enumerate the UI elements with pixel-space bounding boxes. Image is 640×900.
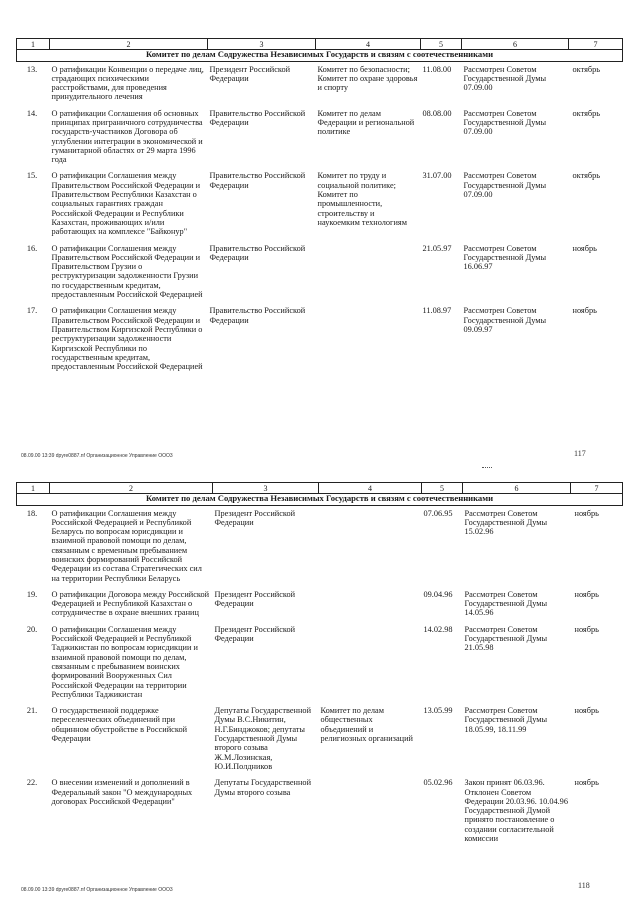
committee-title: Комитет по делам Содружества Независимых Государств и связям с соотечественниками	[17, 50, 623, 62]
review-status: Рассмотрен Советом Государственной Думы 21.05.98	[464, 624, 548, 653]
row-number: 16.	[26, 243, 38, 253]
page-footer: 08.09.00 13:39 dpyre0887.nf Организационное Управление ООО3	[21, 453, 173, 459]
column-number: 4	[316, 39, 421, 50]
bill-title: О ратификации Договора между Российской Федерацией и Республикой Казахстан о сотрудничестве в охране внешних границ	[51, 589, 210, 618]
bill-title: О ратификации Соглашения между Российской Федерацией и Республикой Беларусь по вопросам юрисдикции и взаимной правовой помощи по делам, связанным с временным пребыванием воинских формирований Российской Федерации из состава Стратегических сил на территории Республики Беларусь	[51, 508, 202, 583]
co-committee	[319, 505, 422, 587]
table-row	[17, 622, 623, 703]
table-row	[17, 61, 623, 106]
initiator: Президент Российской Федерации	[214, 508, 296, 527]
planned-month: октябрь	[572, 171, 601, 181]
column-number: 6	[462, 39, 569, 50]
document-page-118	[0, 465, 640, 900]
initiator: Правительство Российской Федерации	[209, 243, 306, 262]
submission-date: 11.08.97	[422, 306, 452, 316]
bill-title: О ратификации Соглашения между Правительством Российской Федерации и Правительством Республики Казахстан о социальных гарантиях граждан Российской Федерации и Республики Казахстан, проживающих и/или работающих на комплексе "Байконур"	[51, 171, 201, 237]
submission-date: 13.05.99	[423, 706, 453, 716]
co-committee: Комитет по делам общественных объединений и религиозных организаций	[320, 706, 413, 744]
submission-date: 07.06.95	[423, 508, 453, 518]
co-committee: Комитет по труду и социальной политике; Комитет по промышленности, строительству и наукоемким технологиям	[317, 171, 407, 227]
column-number: 3	[208, 39, 316, 50]
column-number: 1	[17, 483, 50, 494]
review-status: Рассмотрен Советом Государственной Думы 14.05.96	[464, 589, 548, 618]
planned-month: ноябрь	[572, 306, 597, 316]
bills-table-page-117	[16, 38, 623, 375]
column-number: 2	[50, 39, 208, 50]
co-committee	[319, 622, 422, 703]
submission-date: 08.08.00	[422, 108, 452, 118]
table-row	[17, 703, 623, 775]
submission-date: 31.07.00	[422, 171, 452, 181]
committee-header-row	[17, 494, 623, 506]
column-number: 7	[569, 39, 623, 50]
page-number: 118	[578, 881, 590, 890]
review-status: Закон принят 06.03.96. Отклонен Советом Федерации 20.03.96. 10.04.96 Государственной Думой принято постановление о создании согласительной комиссии	[464, 778, 568, 843]
row-number: 18.	[26, 508, 38, 518]
review-status: Рассмотрен Советом Государственной Думы 15.02.96	[464, 508, 548, 537]
row-number: 22.	[26, 778, 38, 788]
table-row	[17, 241, 623, 304]
bill-title: О ратификации Соглашения об основных принципах приграничного сотрудничества государств-участников Договора об углублении интеграции в экономической и гуманитарной областях от 29 марта 1996 года	[51, 108, 203, 165]
bill-title: О ратификации Соглашения между Правительством Российской Федерации и Правительством Грузии о реструктуризации задолженности Грузии по государственным кредитам, предоставленным Российской Федерацией	[51, 243, 203, 300]
review-status: Рассмотрен Советом Государственной Думы 16.06.97	[463, 243, 547, 272]
planned-month: ноябрь	[574, 624, 599, 634]
review-status: Рассмотрен Советом Государственной Думы 07.09.00	[463, 171, 547, 200]
row-number: 19.	[26, 589, 38, 599]
review-status: Рассмотрен Советом Государственной Думы 07.09.00	[463, 108, 547, 137]
column-number: 3	[213, 483, 319, 494]
row-number: 17.	[26, 306, 38, 316]
bill-title: О государственной поддержке переселенческих объединений при общинном обустройстве в Российской Федерации	[51, 706, 188, 744]
table-row	[17, 505, 623, 587]
column-number: 5	[421, 39, 462, 50]
review-status: Рассмотрен Советом Государственной Думы 09.09.97	[463, 306, 547, 334]
column-number: 6	[463, 483, 571, 494]
row-number: 14.	[26, 108, 38, 118]
column-number: 2	[50, 483, 213, 494]
bill-title: О ратификации Соглашения между Российской Федерацией и Республикой Таджикистан по вопросам юрисдикции и взаимной правовой помощи по делам, связанным с пребыванием воинских формирований Вооруженных Сил Российской Федерации на территории Республики Таджикистан	[51, 624, 198, 699]
planned-month: ноябрь	[572, 243, 597, 253]
bill-title: О внесении изменений и дополнений в Федеральный закон "О международных договорах Российской Федерации"	[51, 778, 193, 806]
row-number: 20.	[26, 624, 38, 634]
committee-title: Комитет по делам Содружества Независимых Государств и связям с соотечественниками	[17, 494, 623, 506]
bill-title: О ратификации Конвенции о передаче лиц, страдающих психическими расстройствами, для проведения принудительного лечения	[51, 64, 204, 102]
submission-date: 09.04.96	[423, 589, 453, 599]
planned-month: ноябрь	[574, 589, 599, 599]
submission-date: 21.05.97	[422, 243, 452, 253]
initiator: Депутаты Государственной Думы второго созыва	[214, 778, 312, 797]
initiator: Правительство Российской Федерации	[209, 171, 306, 190]
column-number-row	[17, 483, 623, 494]
submission-date: 05.02.96	[423, 778, 453, 788]
table-row	[17, 775, 623, 847]
column-number: 1	[17, 39, 50, 50]
column-number: 7	[571, 483, 623, 494]
initiator: Депутаты Государственной Думы В.С.Никитин, Н.Г.Бинджоков; депутаты Государственной Думы второго созыва Ж.М.Лозинская, Ю.И.Полдников	[214, 706, 312, 771]
table-row	[17, 106, 623, 169]
co-committee	[319, 587, 422, 622]
co-committee	[319, 775, 422, 847]
row-number: 21.	[26, 706, 38, 716]
column-number: 4	[319, 483, 422, 494]
table-row	[17, 587, 623, 622]
initiator: Президент Российской Федерации	[209, 64, 291, 83]
co-committee	[316, 241, 421, 304]
planned-month: ноябрь	[574, 706, 599, 716]
column-number: 5	[422, 483, 463, 494]
table-row	[17, 168, 623, 240]
planned-month: октябрь	[572, 108, 601, 118]
initiator: Президент Российской Федерации	[214, 589, 296, 609]
planned-month: ноябрь	[574, 778, 599, 788]
submission-date: 11.08.00	[422, 64, 452, 74]
initiator: Правительство Российской Федерации	[209, 108, 306, 127]
co-committee: Комитет по делам Федерации и региональной политике	[317, 108, 415, 137]
planned-month: октябрь	[572, 64, 601, 74]
review-status: Рассмотрен Советом Государственной Думы 07.09.00	[463, 64, 547, 93]
column-number-row	[17, 39, 623, 50]
submission-date: 14.02.98	[423, 624, 453, 634]
co-committee	[316, 303, 421, 375]
page-number: 117	[574, 449, 586, 458]
page-footer: 08.09.00 13:39 dpyre0887.nf Организационное Управление ООО3	[21, 887, 173, 893]
table-row	[17, 303, 623, 375]
bills-table-page-118	[16, 482, 623, 847]
row-number: 15.	[26, 171, 38, 181]
review-status: Рассмотрен Советом Государственной Думы 18.05.99, 18.11.99	[464, 706, 548, 734]
initiator: Правительство Российской Федерации	[209, 306, 306, 325]
committee-header-row	[17, 50, 623, 62]
planned-month: ноябрь	[574, 508, 599, 518]
row-number: 13.	[26, 64, 38, 74]
bill-title: О ратификации Соглашения между Правительством Российской Федерации и Правительством Киргизской Республики о реструктуризации задолженности Киргизской Республики по государственным кредитам, предоставленным Российской Федерацией	[51, 306, 203, 372]
co-committee: Комитет по безопасности; Комитет по охране здоровья и спорту	[317, 64, 418, 93]
initiator: Президент Российской Федерации	[214, 624, 296, 644]
